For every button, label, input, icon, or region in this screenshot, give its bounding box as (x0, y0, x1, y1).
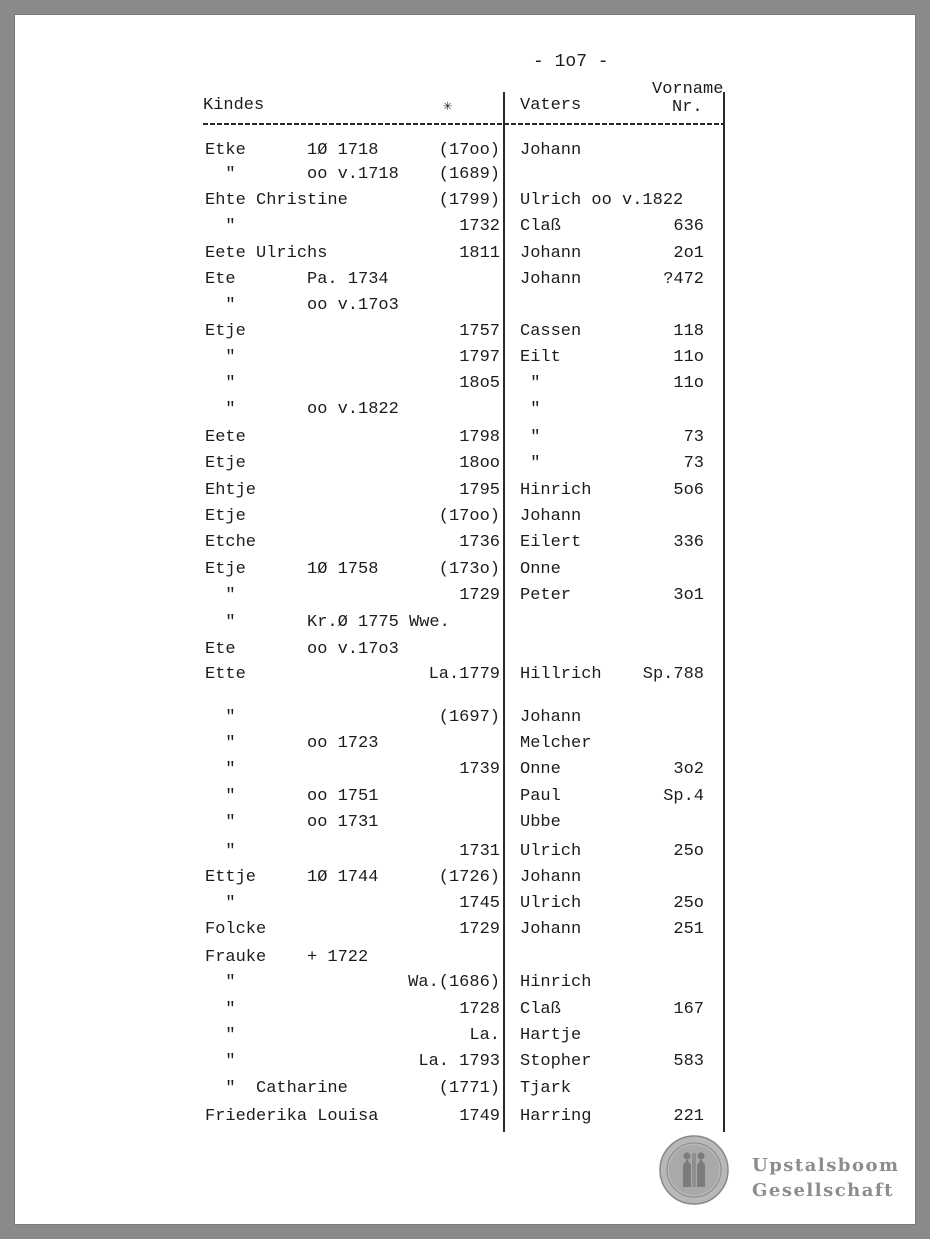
child-name-cell: " (205, 813, 236, 832)
note-cell: oo 1731 (307, 813, 379, 832)
father-name-cell: Ulrich (520, 894, 582, 913)
child-name-cell: Etche (205, 533, 257, 552)
father-name-cell: Onne (520, 560, 561, 579)
child-name-cell: Ehte Christine (205, 191, 348, 210)
child-name-cell: " (205, 760, 236, 779)
father-name-cell: Johann (520, 270, 582, 289)
header-vorname: Vorname (652, 80, 724, 99)
table-row (0, 165, 930, 189)
father-name-cell: Melcher (520, 734, 592, 753)
table-row (0, 1052, 930, 1076)
father-name-cell: Hinrich (520, 973, 592, 992)
child-name-cell: Eete Ulrichs (205, 244, 328, 263)
note-cell: oo 1751 (307, 787, 379, 806)
note-cell: oo v.1718 (307, 165, 399, 184)
child-name-cell: " (205, 296, 236, 315)
father-name-cell: Onne (520, 760, 561, 779)
child-name-cell: Eete (205, 428, 246, 447)
vorname-nr-cell: 3o1 (673, 586, 704, 605)
table-row (0, 400, 930, 424)
table-row (0, 244, 930, 268)
table-row (0, 708, 930, 732)
table-row (0, 640, 930, 664)
table-row (0, 270, 930, 294)
birth-year-cell: 18oo (459, 454, 500, 473)
table-row (0, 948, 930, 972)
father-name-cell: Johann (520, 507, 582, 526)
birth-year-cell: 1795 (459, 481, 500, 500)
society-name (752, 1153, 900, 1203)
birth-year-cell: 1797 (459, 348, 500, 367)
birth-year-cell: 1745 (459, 894, 500, 913)
table-row (0, 454, 930, 478)
note-cell: 1Ø 1718 (307, 141, 379, 160)
page-number: - 1o7 - (533, 52, 609, 72)
father-name-cell: Eilt (520, 348, 561, 367)
birth-year-cell: 1729 (459, 586, 500, 605)
note-cell: oo 1723 (307, 734, 379, 753)
father-name-cell: Hinrich (520, 481, 592, 500)
vorname-nr-cell: 221 (673, 1107, 704, 1126)
child-name-cell: Frauke (205, 948, 267, 967)
birth-year-cell: 1749 (459, 1107, 500, 1126)
father-name-cell: Paul (520, 787, 561, 806)
birth-year-cell: (17oo) (438, 141, 500, 160)
table-row (0, 734, 930, 758)
child-name-cell: " (205, 586, 236, 605)
vorname-nr-cell: 2o1 (673, 244, 704, 263)
father-name-cell: Harring (520, 1107, 592, 1126)
child-name-cell: Etje (205, 560, 246, 579)
child-name-cell: " (205, 842, 236, 861)
father-name-cell: Johann (520, 244, 582, 263)
vorname-nr-cell: 11o (673, 348, 704, 367)
child-name-cell: " (205, 1052, 236, 1071)
header-child-name: Kindes (203, 96, 265, 115)
birth-year-cell: (1771) (438, 1079, 500, 1098)
birth-year-cell: 1798 (459, 428, 500, 447)
header-birth-symbol: ✳ (443, 98, 453, 115)
father-name-cell: " (520, 428, 541, 447)
vorname-nr-cell: Sp.788 (642, 665, 704, 684)
vorname-nr-cell: 73 (683, 428, 704, 447)
note-cell: oo v.1822 (307, 400, 399, 419)
father-name-cell: Johann (520, 868, 582, 887)
note-cell: + 1722 (307, 948, 369, 967)
birth-year-cell: (173o) (438, 560, 500, 579)
birth-year-cell: (17oo) (438, 507, 500, 526)
child-name-cell: " (205, 708, 236, 727)
child-name-cell: Ette (205, 665, 246, 684)
vorname-nr-cell: 5o6 (673, 481, 704, 500)
birth-year-cell: 1729 (459, 920, 500, 939)
table-row (0, 760, 930, 784)
father-name-cell: " (520, 374, 541, 393)
father-name-cell: Johann (520, 141, 582, 160)
table-row (0, 894, 930, 918)
child-name-cell: Etje (205, 454, 246, 473)
father-name-cell: Claß (520, 1000, 561, 1019)
father-name-cell: Hillrich (520, 665, 602, 684)
child-name-cell: " (205, 973, 236, 992)
table-row (0, 141, 930, 165)
child-name-cell: " (205, 1000, 236, 1019)
birth-year-cell: (1726) (438, 868, 500, 887)
society-name-line1: Upstalsboom (752, 1155, 900, 1176)
child-name-cell: " (205, 165, 236, 184)
header-nr: Nr. (672, 98, 703, 117)
header-father: Vaters (520, 96, 582, 115)
table-row (0, 533, 930, 557)
child-name-cell: Ete (205, 270, 236, 289)
note-cell: 1Ø 1744 (307, 868, 379, 887)
vorname-nr-cell: 636 (673, 217, 704, 236)
table-row (0, 920, 930, 944)
table-row (0, 322, 930, 346)
father-name-cell: Stopher (520, 1052, 592, 1071)
note-cell: oo v.17o3 (307, 640, 399, 659)
vorname-nr-cell: Sp.4 (663, 787, 704, 806)
vorname-nr-cell: 336 (673, 533, 704, 552)
child-name-cell: " (205, 374, 236, 393)
father-name-cell: " (520, 400, 541, 419)
birth-year-cell: 18o5 (459, 374, 500, 393)
birth-year-cell: 1731 (459, 842, 500, 861)
father-name-cell: Cassen (520, 322, 582, 341)
vorname-nr-cell: 73 (683, 454, 704, 473)
birth-year-cell: 1757 (459, 322, 500, 341)
birth-year-cell: La. (469, 1026, 500, 1045)
vorname-nr-cell: 25o (673, 842, 704, 861)
child-name-cell: Ettje (205, 868, 257, 887)
table-row (0, 481, 930, 505)
table-row (0, 560, 930, 584)
child-name-cell: " Catharine (205, 1079, 348, 1098)
vorname-nr-cell: 167 (673, 1000, 704, 1019)
child-name-cell: " (205, 217, 236, 236)
child-name-cell: Etje (205, 507, 246, 526)
child-name-cell: " (205, 400, 236, 419)
table-row (0, 1000, 930, 1024)
note-cell: oo v.17o3 (307, 296, 399, 315)
birth-year-cell: (1689) (438, 165, 500, 184)
table-row (0, 813, 930, 837)
birth-year-cell: (1697) (438, 708, 500, 727)
birth-year-cell: 1732 (459, 217, 500, 236)
birth-year-cell: 1736 (459, 533, 500, 552)
child-name-cell: Ete (205, 640, 236, 659)
society-name-line2: Gesellschaft (752, 1180, 894, 1201)
vorname-nr-cell: 11o (673, 374, 704, 393)
father-name-cell: Ulrich oo v.1822 (520, 191, 684, 210)
society-seal-logo (659, 1135, 729, 1205)
table-row (0, 191, 930, 215)
child-name-cell: Folcke (205, 920, 267, 939)
note-cell: 1Ø 1758 (307, 560, 379, 579)
child-name-cell: Ehtje (205, 481, 257, 500)
birth-year-cell: La.1779 (428, 665, 500, 684)
note-cell: Kr.Ø 1775 Wwe. (307, 613, 450, 632)
father-name-cell: " (520, 454, 541, 473)
table-row (0, 787, 930, 811)
child-name-cell: " (205, 894, 236, 913)
table-row (0, 507, 930, 531)
birth-year-cell: Wa.(1686) (408, 973, 500, 992)
table-row (0, 842, 930, 866)
father-name-cell: Hartje (520, 1026, 582, 1045)
table-row (0, 217, 930, 241)
father-name-cell: Claß (520, 217, 561, 236)
table-row (0, 1107, 930, 1131)
table-row (0, 1079, 930, 1103)
child-name-cell: " (205, 734, 236, 753)
birth-year-cell: (1799) (438, 191, 500, 210)
birth-year-cell: 1728 (459, 1000, 500, 1019)
table-row (0, 374, 930, 398)
father-name-cell: Ulrich (520, 842, 582, 861)
child-name-cell: " (205, 787, 236, 806)
vorname-nr-cell: 118 (673, 322, 704, 341)
table-row (0, 613, 930, 637)
child-name-cell: " (205, 613, 236, 632)
table-row (0, 1026, 930, 1050)
birth-year-cell: 1739 (459, 760, 500, 779)
vorname-nr-cell: 3o2 (673, 760, 704, 779)
father-name-cell: Eilert (520, 533, 582, 552)
father-name-cell: Peter (520, 586, 572, 605)
birth-year-cell: La. 1793 (418, 1052, 500, 1071)
child-name-cell: " (205, 348, 236, 367)
child-name-cell: Friederika Louisa (205, 1107, 379, 1126)
table-row (0, 348, 930, 372)
vorname-nr-cell: ?472 (663, 270, 704, 289)
vorname-nr-cell: 583 (673, 1052, 704, 1071)
child-name-cell: Etje (205, 322, 246, 341)
note-cell: Pa. 1734 (307, 270, 389, 289)
father-name-cell: Johann (520, 920, 582, 939)
father-name-cell: Ubbe (520, 813, 561, 832)
vorname-nr-cell: 25o (673, 894, 704, 913)
child-name-cell: " (205, 1026, 236, 1045)
table-row (0, 586, 930, 610)
table-row (0, 665, 930, 689)
table-row (0, 428, 930, 452)
father-name-cell: Tjark (520, 1079, 572, 1098)
child-name-cell: Etke (205, 141, 246, 160)
table-row (0, 973, 930, 997)
table-row (0, 296, 930, 320)
table-row (0, 868, 930, 892)
vorname-nr-cell: 251 (673, 920, 704, 939)
birth-year-cell: 1811 (459, 244, 500, 263)
father-name-cell: Johann (520, 708, 582, 727)
